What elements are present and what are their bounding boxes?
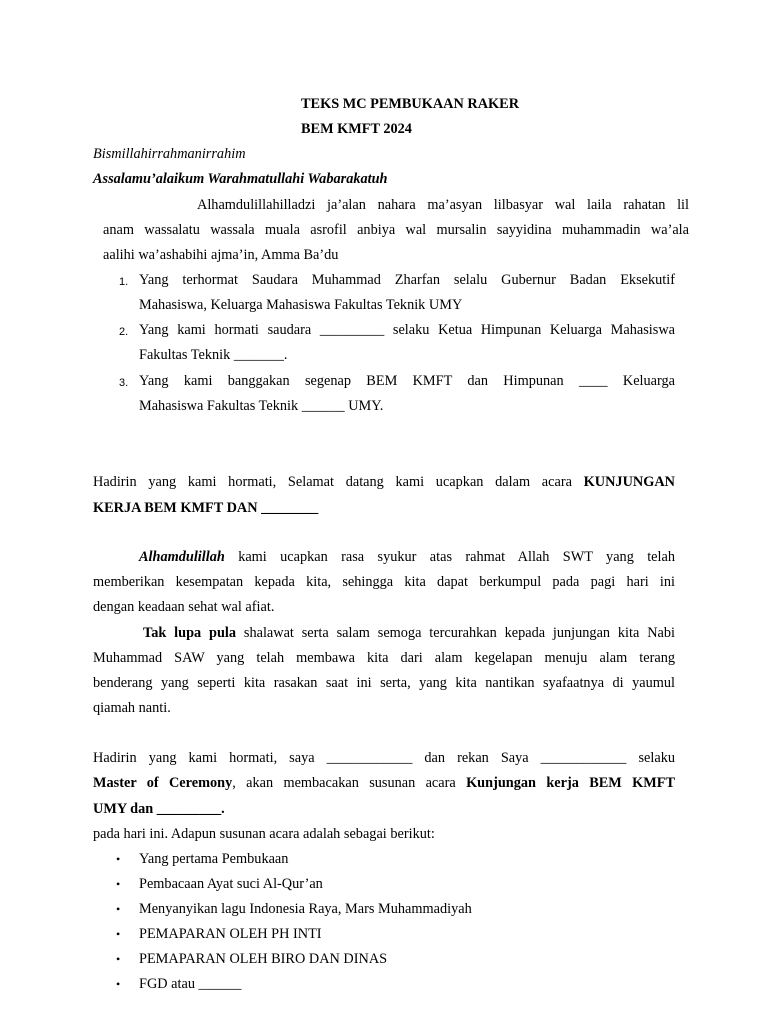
greeting-number: 2. [119,326,129,338]
shalawat-line3: benderang yang seperti kita rasakan saat ini serta, yang kita nantikan syafaatnya di yaumul [93,675,675,691]
greeting-number: 3. [119,377,129,389]
doc-title-line2: BEM KMFT 2024 [301,121,412,137]
welcome-paragraph-line1: Hadirin yang kami hormati, Selamat datang kami ucapkan dalam acara KUNJUNGAN [93,474,675,490]
salam-greeting: Assalamu’alaikum Warahmatullahi Wabarakatuh [93,171,388,187]
shalawat-line4: qiamah nanti. [93,700,171,716]
opening-line-1: Alhamdulillahilladzi ja’alan nahara ma’asyan lilbasyar wal laila rahatan lil [197,197,689,213]
gratitude-line2: memberikan kesempatan kepada kita, sehingga kita dapat berkumpul pada pagi hari ini [93,574,675,590]
agenda-item: Menyanyikan lagu Indonesia Raya, Mars Muhammadiyah [139,901,472,917]
mc-intro-line1: Hadirin yang kami hormati, saya ____________ dan rekan Saya ____________ selaku [93,750,675,766]
agenda-item: PEMAPARAN OLEH BIRO DAN DINAS [139,951,388,967]
agenda-item: FGD atau ______ [139,976,242,992]
bullet-icon: • [116,977,121,991]
bullet-icon: • [116,852,121,866]
mc-intro-line3: UMY dan _________. [93,801,225,817]
greeting-item-line2: Mahasiswa Fakultas Teknik ______ UMY. [139,398,384,414]
greeting-item-line2: Fakultas Teknik _______. [139,347,288,363]
mc-intro-line2: Master of Ceremony, akan membacakan susunan acara Kunjungan kerja BEM KMFT [93,775,675,791]
agenda-item: PEMAPARAN OLEH PH INTI [139,926,322,942]
bullet-icon: • [116,952,121,966]
agenda-item: Yang pertama Pembukaan [139,851,289,867]
shalawat-line2: Muhammad SAW yang telah membawa kita dari alam kegelapan menuju alam terang [93,650,675,666]
greeting-number: 1. [119,276,129,288]
greeting-item-line1: Yang kami banggakan segenap BEM KMFT dan Himpunan ____ Keluarga [139,373,675,389]
bullet-icon: • [116,927,121,941]
gratitude-line1: Alhamdulillah kami ucapkan rasa syukur atas rahmat Allah SWT yang telah [139,549,675,565]
doc-title-line1: TEKS MC PEMBUKAAN RAKER [301,96,520,112]
bullet-icon: • [116,902,121,916]
welcome-paragraph-line2: KERJA BEM KMFT DAN ________ [93,500,319,516]
shalawat-line1: Tak lupa pula shalawat serta salam semoga tercurahkan kepada junjungan kita Nabi [143,625,675,641]
agenda-item: Pembacaan Ayat suci Al-Qur’an [139,876,323,892]
bullet-icon: • [116,877,121,891]
basmalah: Bismillahirrahmanirrahim [93,146,246,162]
agenda-intro: pada hari ini. Adapun susunan acara adalah sebagai berikut: [93,826,435,842]
greeting-item-line1: Yang terhormat Saudara Muhammad Zharfan selalu Gubernur Badan Eksekutif [139,272,675,288]
opening-line-3: aalihi wa’ashabihi ajma’in, Amma Ba’du [103,247,339,263]
opening-line-2: anam wassalatu wassala muala asrofil anbiya wal mursalin sayyidina muhammadin wa’ala [103,222,689,238]
greeting-item-line1: Yang kami hormati saudara _________ selaku Ketua Himpunan Keluarga Mahasiswa [139,322,675,338]
greeting-item-line2: Mahasiswa, Keluarga Mahasiswa Fakultas Teknik UMY [139,297,463,313]
gratitude-line3: dengan keadaan sehat wal afiat. [93,599,275,615]
